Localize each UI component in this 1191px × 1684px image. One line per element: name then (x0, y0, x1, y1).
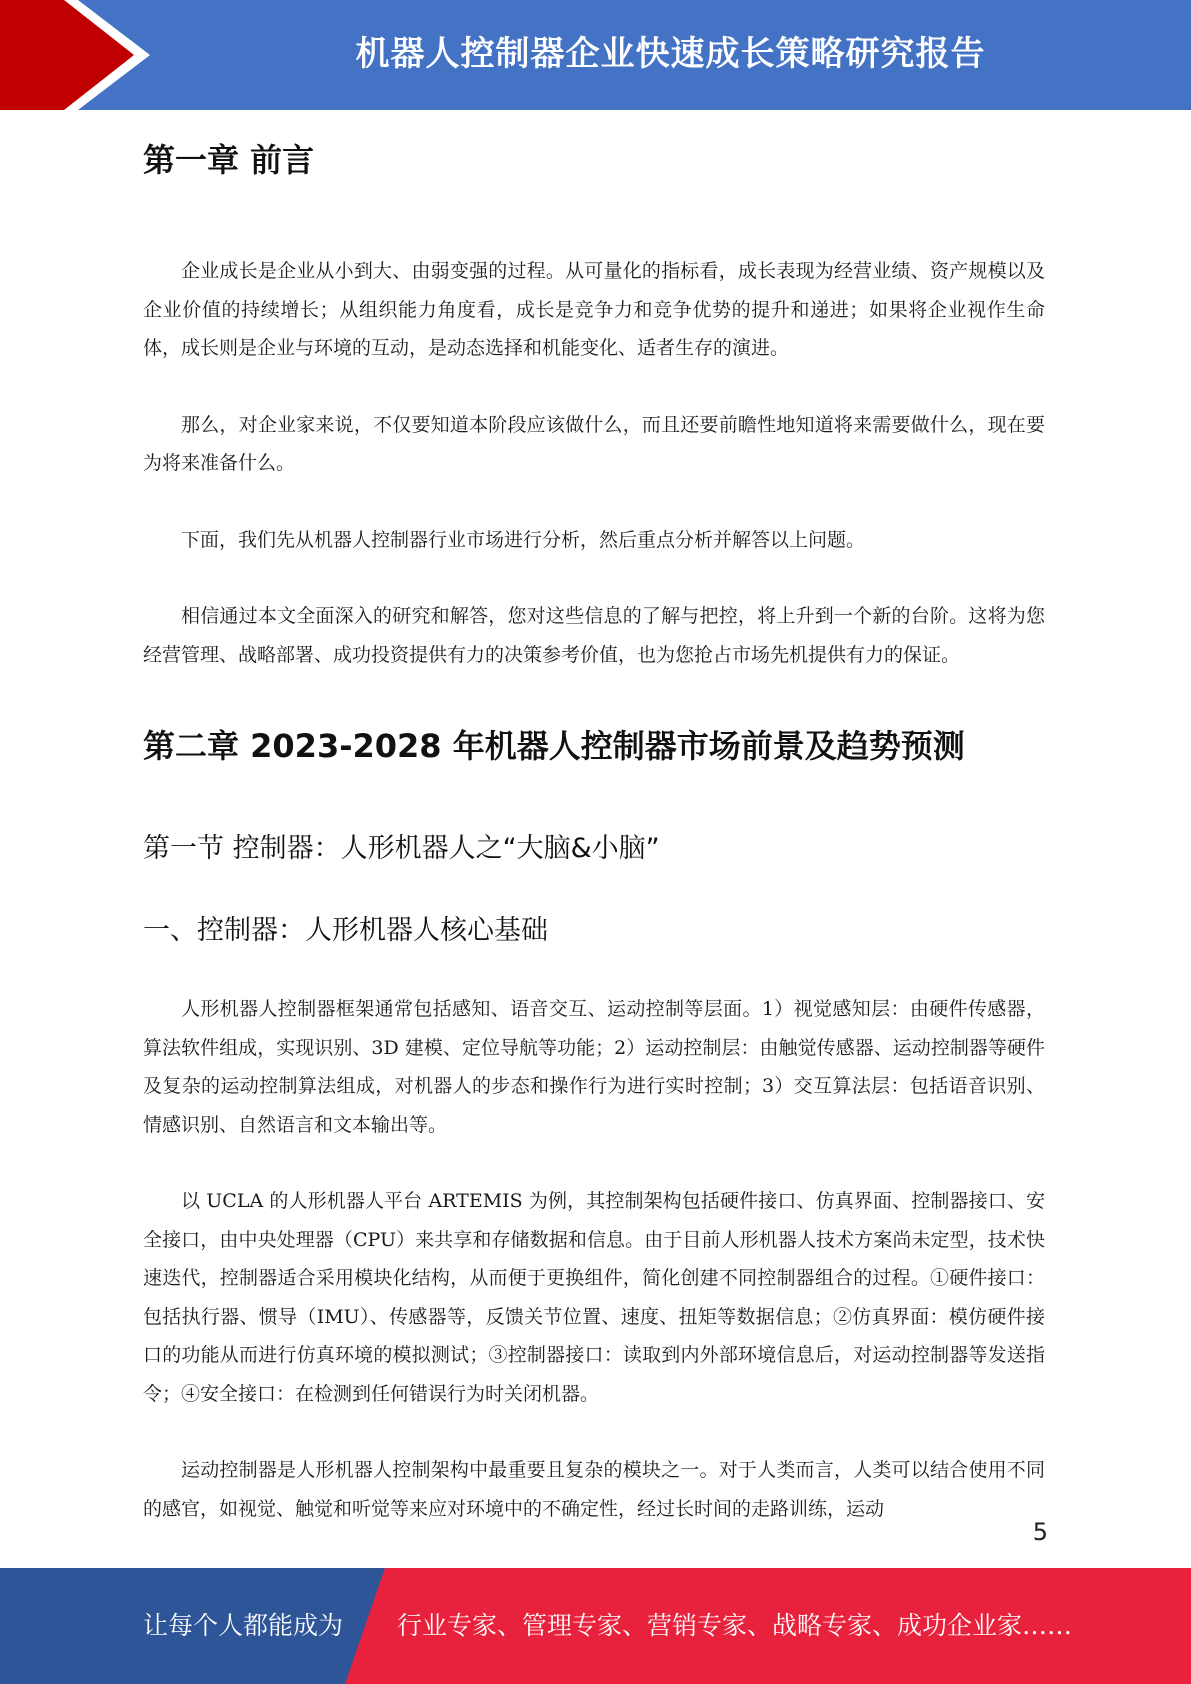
footer-banner (0, 1568, 1191, 1684)
paragraph: 企业成长是企业从小到大、由弱变强的过程。从可量化的指标看，成长表现为经营业绩、资产规模以及企业价值的持续增长；从组织能力角度看，成长是竞争力和竞争优势的提升和递进；如果将企业视作生命体，成长则是企业与环境的互动，是动态选择和机能变化、适者生存的演进。 (143, 260, 1045, 359)
footer-slogan-right: 行业专家、管理专家、营销专家、战略专家、成功企业家…… (397, 1611, 1073, 1640)
page-number: 5 (1032, 1518, 1048, 1546)
chapter-2-title: 第二章 2023-2028 年机器人控制器市场前景及趋势预测 (143, 727, 965, 765)
paragraph: 人形机器人控制器框架通常包括感知、语音交互、运动控制等层面。1）视觉感知层：由硬件传感器，算法软件组成，实现识别、3D 建模、定位导航等功能；2）运动控制层：由触觉传感器、运动控制器等硬件及复杂的运动控制算法组成，对机器人的步态和操作行为进行实时控制；3）交互算法层：包括语音识别、情感识别、自然语言和文本输出等。 (143, 998, 1045, 1136)
paragraph: 以 UCLA 的人形机器人平台 ARTEMIS 为例，其控制架构包括硬件接口、仿真界面、控制器接口、安全接口，由中央处理器（CPU）来共享和存储数据和信息。由于目前人形机器人技术方案尚未定型，技术快速迭代，控制器适合采用模块化结构，从而便于更换组件，简化创建不同控制器组合的过程。①硬件接口：包括执行器、惯导（IMU）、传感器等，反馈关节位置、速度、扭矩等数据信息；②仿真界面：模仿硬件接口的功能从而进行仿真环境的模拟测试；③控制器接口：读取到内外部环境信息后，对运动控制器等发送指令；④安全接口：在检测到任何错误行为时关闭机器。 (143, 1190, 1045, 1405)
paragraph: 运动控制器是人形机器人控制架构中最重要且复杂的模块之一。对于人类而言，人类可以结合使用不同的感官，如视觉、触觉和听觉等来应对环境中的不确定性，经过长时间的走路训练，运动 (143, 1459, 1045, 1520)
paragraph: 相信通过本文全面深入的研究和解答，您对这些信息的了解与把控，将上升到一个新的台阶。这将为您经营管理、战略部署、成功投资提供有力的决策参考价值，也为您抢占市场先机提供有力的保证。 (143, 605, 1045, 666)
chapter-1-title: 第一章 前言 (143, 141, 315, 179)
paragraph: 下面，我们先从机器人控制器行业市场进行分析，然后重点分析并解答以上问题。 (181, 528, 866, 551)
paragraph: 那么，对企业家来说，不仅要知道本阶段应该做什么，而且还要前瞻性地知道将来需要做什么，现在要为将来准备什么。 (143, 413, 1045, 474)
report-title: 机器人控制器企业快速成长策略研究报告 (355, 34, 986, 74)
footer-slogan-left: 让每个人都能成为 (143, 1611, 344, 1640)
section-1-title: 第一节 控制器：人形机器人之“大脑&小脑” (143, 833, 660, 864)
header-banner (0, 0, 1191, 110)
page-content (143, 130, 1045, 1528)
subsection-1-title: 一、控制器：人形机器人核心基础 (143, 915, 548, 946)
